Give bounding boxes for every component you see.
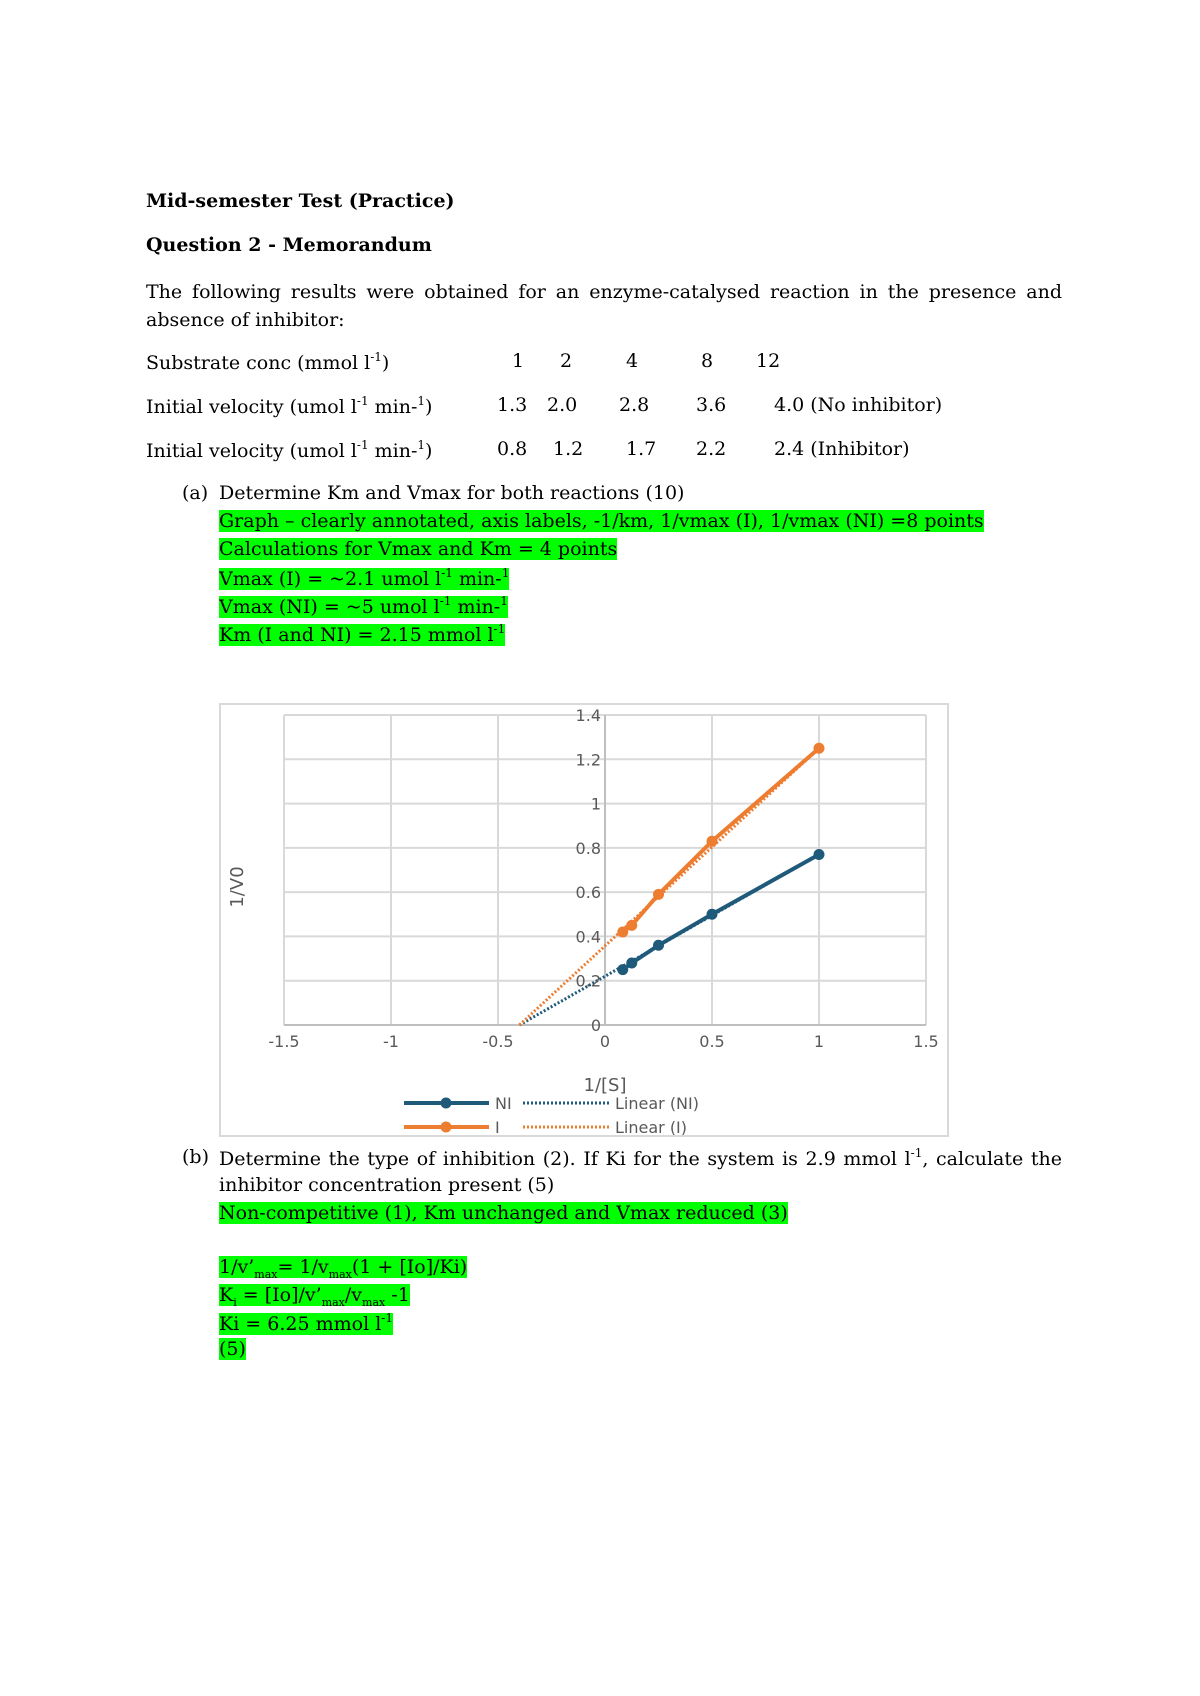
legend-series-marker	[441, 1098, 452, 1109]
part-a-marker: (a)	[182, 482, 209, 504]
part-a-answer: Vmax (I) = ~2.1 umol $l^{-1}$ min-$^1$	[219, 566, 510, 590]
equation-line: (5)	[219, 1338, 246, 1360]
part-b-answer: Non-competitive (1), Km unchanged and Vmax reduced (3)	[219, 1202, 788, 1224]
velocity-value: 1.7	[626, 438, 657, 460]
x-tick-label: -1.5	[268, 1032, 300, 1051]
data-point-ni	[653, 940, 664, 951]
velocity-label-inhibitor: Initial velocity (umol $l^{-1}$ min-$^1$)	[146, 438, 433, 462]
substrate-value: 2	[560, 350, 573, 372]
series-line-ni	[623, 855, 819, 970]
data-point-i	[653, 889, 664, 900]
data-point-ni	[617, 964, 628, 975]
data-point-ni	[707, 909, 718, 920]
y-tick-label: 1	[590, 794, 601, 814]
velocity-value: 2.0	[547, 394, 578, 416]
velocity-value: 2.4 (Inhibitor)	[774, 438, 910, 460]
velocity-value: 4.0 (No inhibitor)	[774, 394, 943, 416]
velocity-value: 3.6	[696, 394, 727, 416]
y-tick-label: 1.4	[575, 706, 601, 725]
data-point-i	[707, 836, 718, 847]
chart-legend	[404, 1094, 699, 1135]
velocity-value: 0.8	[497, 438, 528, 460]
y-axis-label: 1/V0	[227, 866, 248, 908]
part-b-marker: (b)	[182, 1146, 209, 1168]
legend-series-marker	[441, 1122, 452, 1133]
legend-series-label: I	[495, 1118, 500, 1135]
x-tick-label: 0.5	[699, 1032, 725, 1051]
data-point-i	[814, 743, 825, 754]
velocity-value: 2.2	[696, 438, 727, 460]
legend-trend-label: Linear (NI)	[615, 1094, 699, 1113]
part-a-answer: Calculations for Vmax and Km = 4 points	[219, 538, 618, 560]
chart-svg	[221, 705, 947, 1135]
document-subtitle: Question 2 - Memorandum	[146, 234, 432, 256]
data-point-i	[626, 920, 637, 931]
equation-line: $K_i$ = $[Io]/v’_{max}/v_{max}$ -1	[219, 1284, 410, 1309]
part-b-question-cont: inhibitor concentration present (5)	[219, 1174, 555, 1196]
substrate-value: 12	[756, 350, 781, 372]
data-point-i	[617, 927, 628, 938]
y-tick-label: 0.8	[575, 838, 601, 858]
x-axis-label: 1/[S]	[583, 1075, 627, 1096]
data-point-ni	[626, 958, 637, 969]
chart-axes	[284, 715, 926, 1025]
part-a-answer: Graph – clearly annotated, axis labels, -1/km, 1/vmax (I), 1/vmax (NI) =8 points	[219, 510, 984, 532]
chart-series	[617, 743, 824, 975]
x-tick-label: 1	[813, 1032, 825, 1051]
x-tick-label: -1	[383, 1032, 399, 1051]
equation-line: $1/v’_{max}= 1/v_{max}(1 + [Io]/Ki)$	[219, 1256, 468, 1281]
lineweaver-burk-chart	[219, 703, 949, 1137]
data-point-ni	[814, 849, 825, 860]
substrate-label: Substrate conc (mmol $l^{-1}$)	[146, 350, 390, 374]
y-tick-label: 1.2	[575, 750, 601, 770]
y-tick-label: 0.4	[575, 927, 601, 947]
legend-trend-label: Linear (I)	[615, 1118, 688, 1135]
x-tick-label: 1.5	[913, 1032, 939, 1051]
part-a-question: Determine Km and Vmax for both reactions (10)	[219, 482, 685, 504]
x-tick-label: 0	[599, 1032, 611, 1051]
substrate-value: 1	[512, 350, 525, 372]
part-a-answer: Km (I and NI) = 2.15 mmol $l^{-1}$	[219, 622, 506, 646]
document-title: Mid-semester Test (Practice)	[146, 190, 455, 212]
equation-line: Ki = 6.25 mmol $l^{-1}$	[219, 1311, 393, 1335]
y-tick-label: 0.6	[575, 883, 601, 903]
y-tick-label: 0.2	[575, 971, 601, 991]
substrate-value: 4	[626, 350, 639, 372]
velocity-value: 1.3	[497, 394, 528, 416]
chart-tick-labels	[268, 706, 938, 1051]
y-tick-label: 0	[590, 1016, 601, 1035]
substrate-value: 8	[701, 350, 714, 372]
intro-paragraph: The following results were obtained for an enzyme-catalysed reaction in the presence and absence of inhibitor:	[146, 281, 1062, 331]
x-tick-label: -0.5	[482, 1032, 514, 1051]
velocity-value: 2.8	[619, 394, 650, 416]
velocity-value: 1.2	[553, 438, 584, 460]
part-b-question: Determine the type of inhibition (2). If Ki for the system is 2.9 mmol $l^{-1}$, calculate the	[219, 1146, 1062, 1170]
part-a-answer: Vmax (NI) = ~5 umol $l^{-1}$ min-$^1$	[219, 594, 508, 618]
legend-series-label: NI	[495, 1094, 512, 1113]
velocity-label-no-inhibitor: Initial velocity (umol $l^{-1}$ min-$^1$)	[146, 394, 433, 418]
